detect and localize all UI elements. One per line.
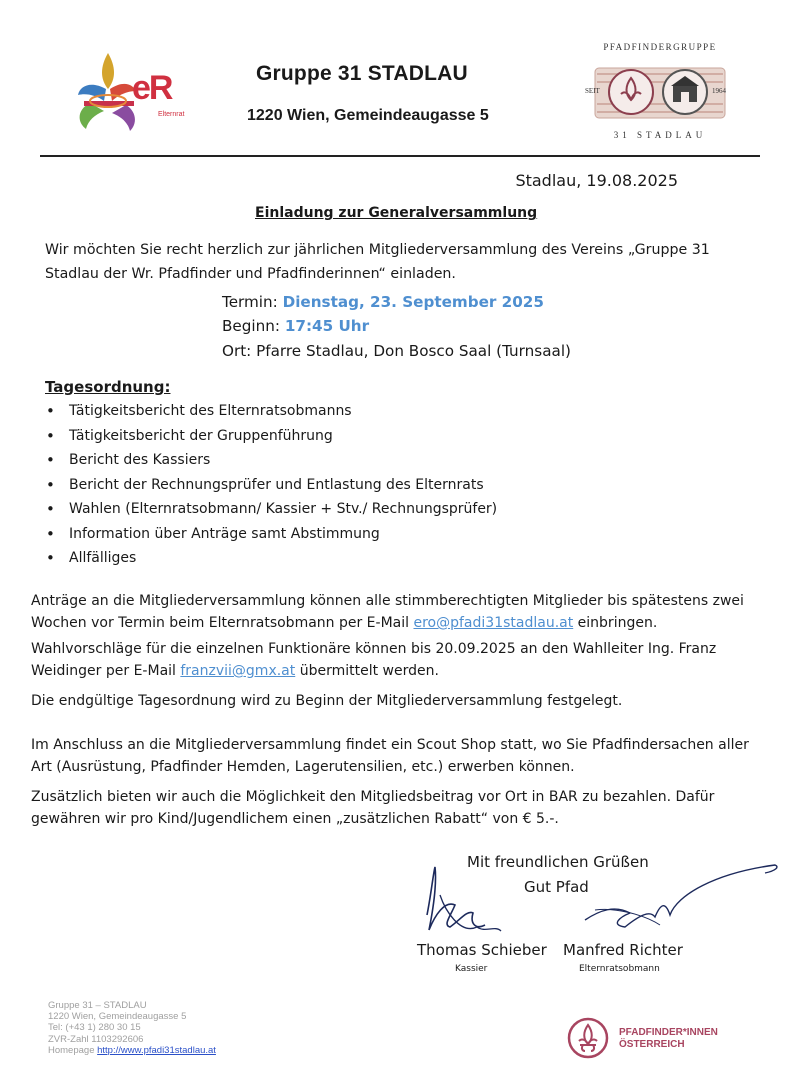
agenda-item: • Information über Anträge samt Abstimmung [45,522,497,547]
signer-1-name: Thomas Schieber [417,941,547,959]
ort-value: Pfarre Stadlau, Don Bosco Saal (Turnsaal) [256,341,571,360]
beginn-label: Beginn: [222,317,280,336]
agenda-item: • Bericht der Rechnungsprüfer und Entlastung des Elternrats [45,473,497,498]
signer-2-name: Manfred Richter [563,941,683,959]
logo-mark: eR [132,69,172,107]
logo-caption: Elternrat [158,111,185,118]
handwritten-signatures [415,855,790,950]
footer-homepage-label: Homepage [48,1044,98,1056]
paragraph-tagesordnung: Die endgültige Tagesordnung wird zu Beginn der Mitgliederversammlung festgelegt. [31,693,623,709]
agenda-title: Tagesordnung: [45,378,171,396]
pfadfindergruppe-seal [585,38,735,153]
closing-greeting: Mit freundlichen Grüßen [467,853,649,871]
agenda-item: • Allfälliges [45,546,497,571]
ort-label: Ort: [222,341,252,360]
signer-2-role: Elternratsobmann [579,964,660,974]
footer-street: 1220 Wien, Gemeindeaugasse 5 [48,1011,187,1023]
paragraph-wahlvorschlaege [31,638,771,682]
agenda-item: • Tätigkeitsbericht der Gruppenführung [45,424,497,449]
agenda-list [45,399,497,571]
footer-zvr: ZVR-Zahl 1103292606 [48,1033,144,1045]
elternrat-logo [70,45,210,135]
p2-text: Wahlvorschläge für die einzelnen Funktionäre können bis 20.09.2025 an den Wahlleiter Ing. Franz Weidinger per E-Mail [31,641,717,679]
paragraph-scout-shop: Im Anschluss an die Mitgliederversammlung findet ein Scout Shop statt, wo Sie Pfadfindersachen aller Art (Ausrüstung, Pfadfinder Hemden, Lagerutensilien, etc.) erwerben können. [31,737,749,775]
footer-org: Gruppe 31 – STADLAU [48,1000,147,1011]
seal-right-text: 1964 [712,87,726,95]
agenda-item: • Bericht des Kassiers [45,448,497,473]
termin-label: Termin: [222,293,278,311]
footer-homepage [48,1045,216,1056]
paragraph-rabatt: Zusätzlich bieten wir auch die Möglichkeit den Mitgliedsbeitrag vor Ort in BAR zu bezahlen. Dafür gewähren wir pro Kind/Jugendlichem einen „zusätzlichen Rabatt“ von € 5.-. [31,789,715,827]
page-title: Gruppe 31 STADLAU [256,62,468,85]
closing-gut-pfad: Gut Pfad [524,878,589,896]
poe-line-2: ÖSTERREICH [619,1039,685,1050]
paragraph-antraege [31,590,771,634]
email-link-ero[interactable]: ero@pfadi31stadlau.at [413,615,574,631]
header-address: 1220 Wien, Gemeindeaugasse 5 [247,107,489,124]
ort-row [222,339,571,363]
seal-top-text: PFADFINDERGRUPPE [603,42,717,52]
termin-value: Dienstag, 23. September 2025 [282,293,544,311]
email-link-franz[interactable]: franzvii@gmx.at [180,663,296,679]
homepage-link[interactable]: http://www.pfadi31stadlau.at [97,1044,216,1056]
signer-1-role: Kassier [455,964,488,974]
header-divider [40,155,760,157]
termin-row [222,290,571,314]
letter-intro: Wir möchten Sie recht herzlich zur jährlichen Mitgliederversammlung des Vereins „Gruppe 31 Stadlau der Wr. Pfadfinder und Pfadfinderinnen“ einladen. [45,242,710,283]
footer-contact [48,1000,216,1056]
beginn-row [222,314,571,338]
seal-left-text: SEIT [585,87,600,95]
p2-end: übermittelt werden. [295,663,439,679]
agenda-item: • Wahlen (Elternratsobmann/ Kassier + Stv./ Rechnungsprüfer) [45,497,497,522]
footer-tel: Tel: (+43 1) 280 30 15 [48,1022,141,1034]
event-details [222,290,571,363]
p1-end: einbringen. [573,615,658,631]
poe-fleur-icon [567,1017,609,1059]
letter-date: Stadlau, 19.08.2025 [515,171,678,190]
letter-subject: Einladung zur Generalversammlung [255,205,538,221]
poe-line-1: PFADFINDER*INNEN [619,1027,718,1038]
seal-bottom-text: 31 STADLAU [613,130,707,140]
beginn-value: 17:45 Uhr [284,317,370,336]
poe-logo [567,1017,767,1063]
agenda-item: • Tätigkeitsbericht des Elternratsobmanns [45,399,497,424]
p1-text: Anträge an die Mitgliederversammlung können alle stimmberechtigten Mitglieder bis spätestens zwei Wochen vor Termin beim Elternratsobmann per E-Mail [31,593,744,631]
